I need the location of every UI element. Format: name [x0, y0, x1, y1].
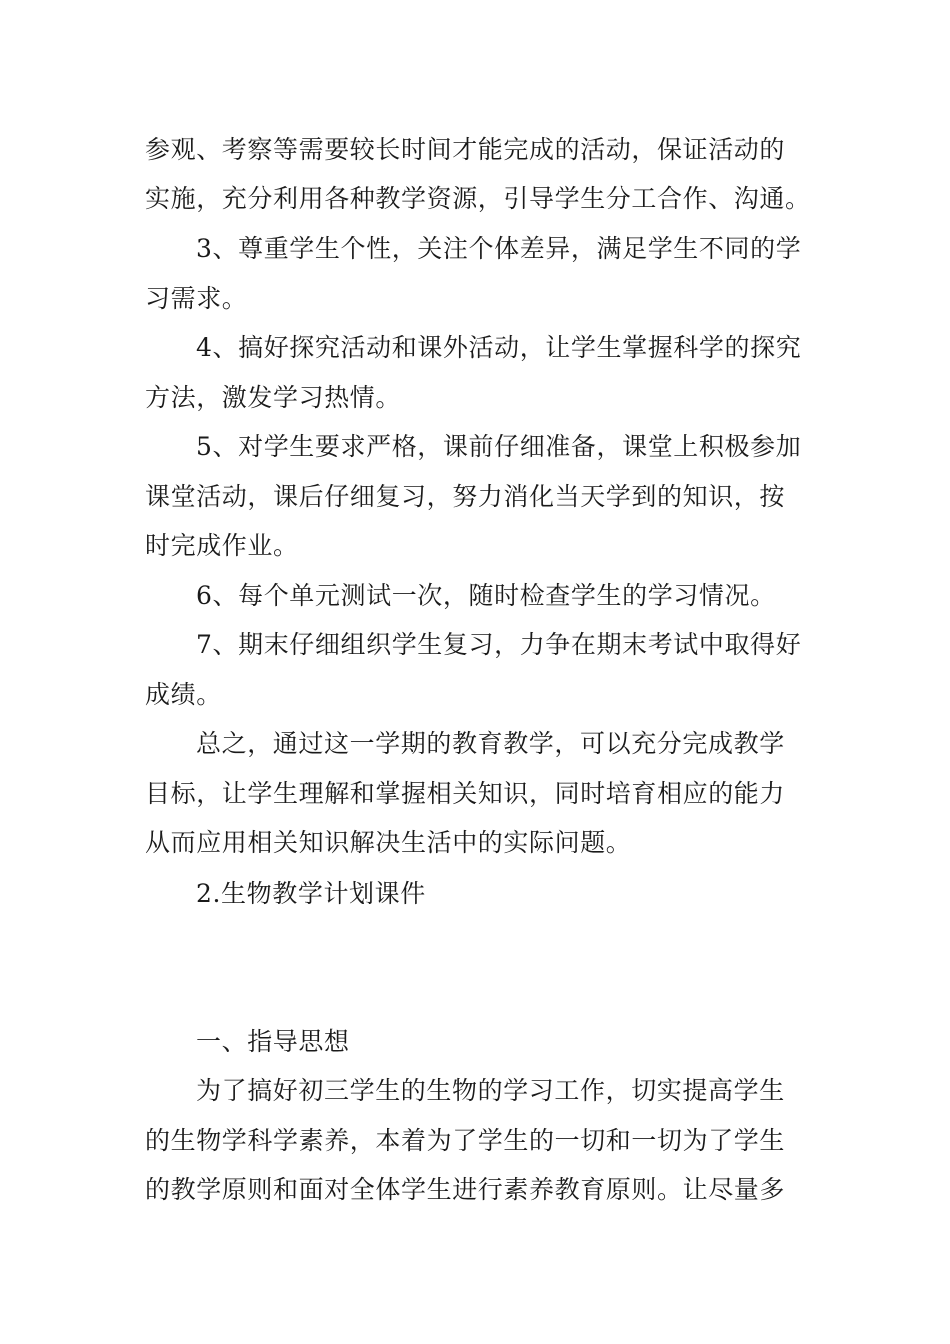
list-item-line: 7、期末仔细组织学生复习，力争在期末考试中取得好: [196, 630, 802, 659]
section-heading: 一、指导思想: [196, 1027, 350, 1056]
paragraph-line: 总之，通过这一学期的教育教学，可以充分完成教学: [196, 729, 785, 758]
list-item-line: 5、对学生要求严格，课前仔细准备，课堂上积极参加: [196, 432, 802, 461]
paragraph-line: 目标，让学生理解和掌握相关知识，同时培育相应的能力: [145, 779, 786, 808]
paragraph-line: 从而应用相关知识解决生活中的实际问题。: [145, 828, 632, 857]
list-item-line: 3、尊重学生个性，关注个体差异，满足学生不同的学: [196, 234, 802, 263]
list-item-line: 4、搞好探究活动和课外活动，让学生掌握科学的探究: [196, 333, 802, 362]
paragraph-line: 参观、考察等需要较长时间才能完成的活动，保证活动的: [145, 135, 786, 164]
paragraph-line: 课堂活动，课后仔细复习，努力消化当天学到的知识，按: [145, 482, 786, 511]
paragraph-line: 成绩。: [145, 680, 222, 709]
paragraph-line: 习需求。: [145, 284, 248, 313]
paragraph-line: 的生物学科学素养，本着为了学生的一切和一切为了学生: [145, 1126, 786, 1155]
paragraph-line: 的教学原则和面对全体学生进行素养教育原则。让尽量多: [145, 1175, 786, 1204]
paragraph-line: 实施，充分利用各种教学资源，引导学生分工合作、沟通。: [145, 184, 811, 213]
paragraph-line: 方法，激发学习热情。: [145, 383, 402, 412]
paragraph-line: 为了搞好初三学生的生物的学习工作，切实提高学生: [196, 1076, 785, 1105]
list-item-line: 6、每个单元测试一次，随时检查学生的学习情况。: [196, 581, 776, 610]
paragraph-line: 时完成作业。: [145, 531, 299, 560]
section-title: 2.生物教学计划课件: [196, 879, 426, 908]
